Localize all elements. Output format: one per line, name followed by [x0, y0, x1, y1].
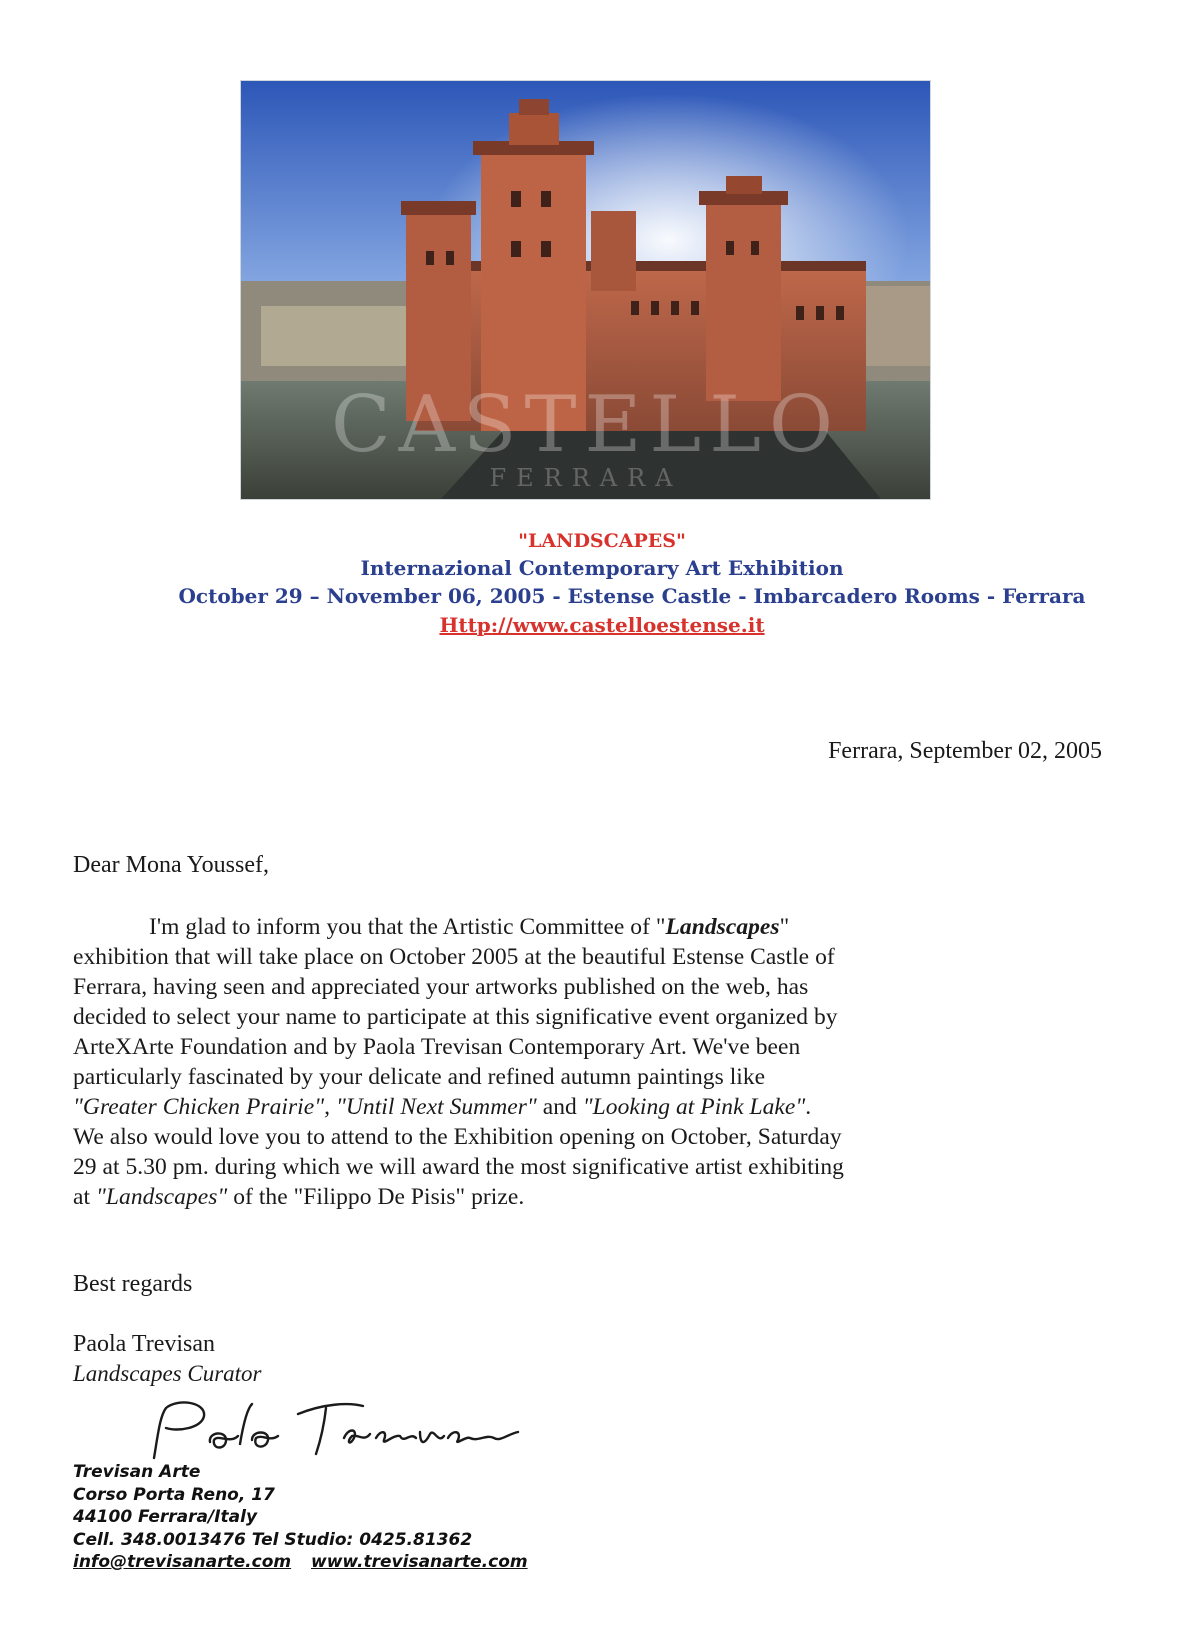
- castle-illustration: [241, 81, 930, 499]
- signature-graphic: [148, 1394, 528, 1466]
- exhibition-url-link[interactable]: Http://www.castelloestense.it: [439, 613, 765, 637]
- contact-block: [73, 1461, 542, 1574]
- body-line-2: exhibition that will take place on October 2005 at the beautiful Estense Castle of: [73, 944, 835, 970]
- contact-company: Trevisan Arte: [73, 1462, 201, 1482]
- body-line-5: ArteXArte Foundation and by Paola Trevisan Contemporary Art. We've been: [73, 1034, 801, 1060]
- exhibition-dates-venue: October 29 – November 06, 2005 - Estense Castle - Imbarcadero Rooms - Ferrara: [178, 584, 1086, 608]
- contact-phones: Cell. 348.0013476 Tel Studio: 0425.81362: [73, 1529, 473, 1550]
- body-line-8: We also would love you to attend to the Exhibition opening on October, Saturday: [73, 1124, 842, 1150]
- body-line-4: decided to select your name to participate at this significative event organized by: [73, 1004, 838, 1030]
- contact-street: Corso Porta Reno, 17: [73, 1484, 275, 1505]
- body-line-7: "Greater Chicken Prairie", "Until Next Summer" and "Looking at Pink Lake".: [73, 1094, 812, 1120]
- contact-city: 44100 Ferrara/Italy: [73, 1507, 258, 1527]
- handwritten-signature: [148, 1394, 528, 1466]
- exhibition-subtitle: Internazional Contemporary Art Exhibition: [360, 556, 844, 580]
- body-line-9: 29 at 5.30 pm. during which we will award the most significative artist exhibiting: [73, 1154, 844, 1180]
- exhibition-title: "LANDSCAPES": [518, 530, 686, 552]
- salutation: Dear Mona Youssef,: [73, 852, 269, 878]
- photo-watermark-sub: FERRARA: [489, 464, 683, 492]
- body-line-3: Ferrara, having seen and appreciated your artworks published on the web, has: [73, 974, 809, 1000]
- letter-body: [73, 912, 1143, 1212]
- castle-photo: [241, 81, 930, 499]
- contact-email-link[interactable]: info@trevisanarte.com: [73, 1552, 292, 1572]
- photo-watermark: CASTELLO: [331, 380, 841, 470]
- closing: Best regards: [73, 1271, 193, 1297]
- contact-website-link[interactable]: www.trevisanarte.com: [311, 1552, 528, 1572]
- body-line-1: I'm glad to inform you that the Artistic Committee of "Landscapes": [149, 914, 790, 940]
- exhibition-heading: [0, 528, 1204, 640]
- signer-name: Paola Trevisan: [73, 1331, 216, 1357]
- body-line-10: at "Landscapes" of the "Filippo De Pisis" prize.: [73, 1184, 525, 1210]
- signer-role: Landscapes Curator: [73, 1361, 262, 1386]
- letter-date: Ferrara, September 02, 2005: [828, 738, 1102, 764]
- contact-links: [73, 1551, 542, 1574]
- body-line-6: particularly fascinated by your delicate and refined autumn paintings like: [73, 1064, 766, 1090]
